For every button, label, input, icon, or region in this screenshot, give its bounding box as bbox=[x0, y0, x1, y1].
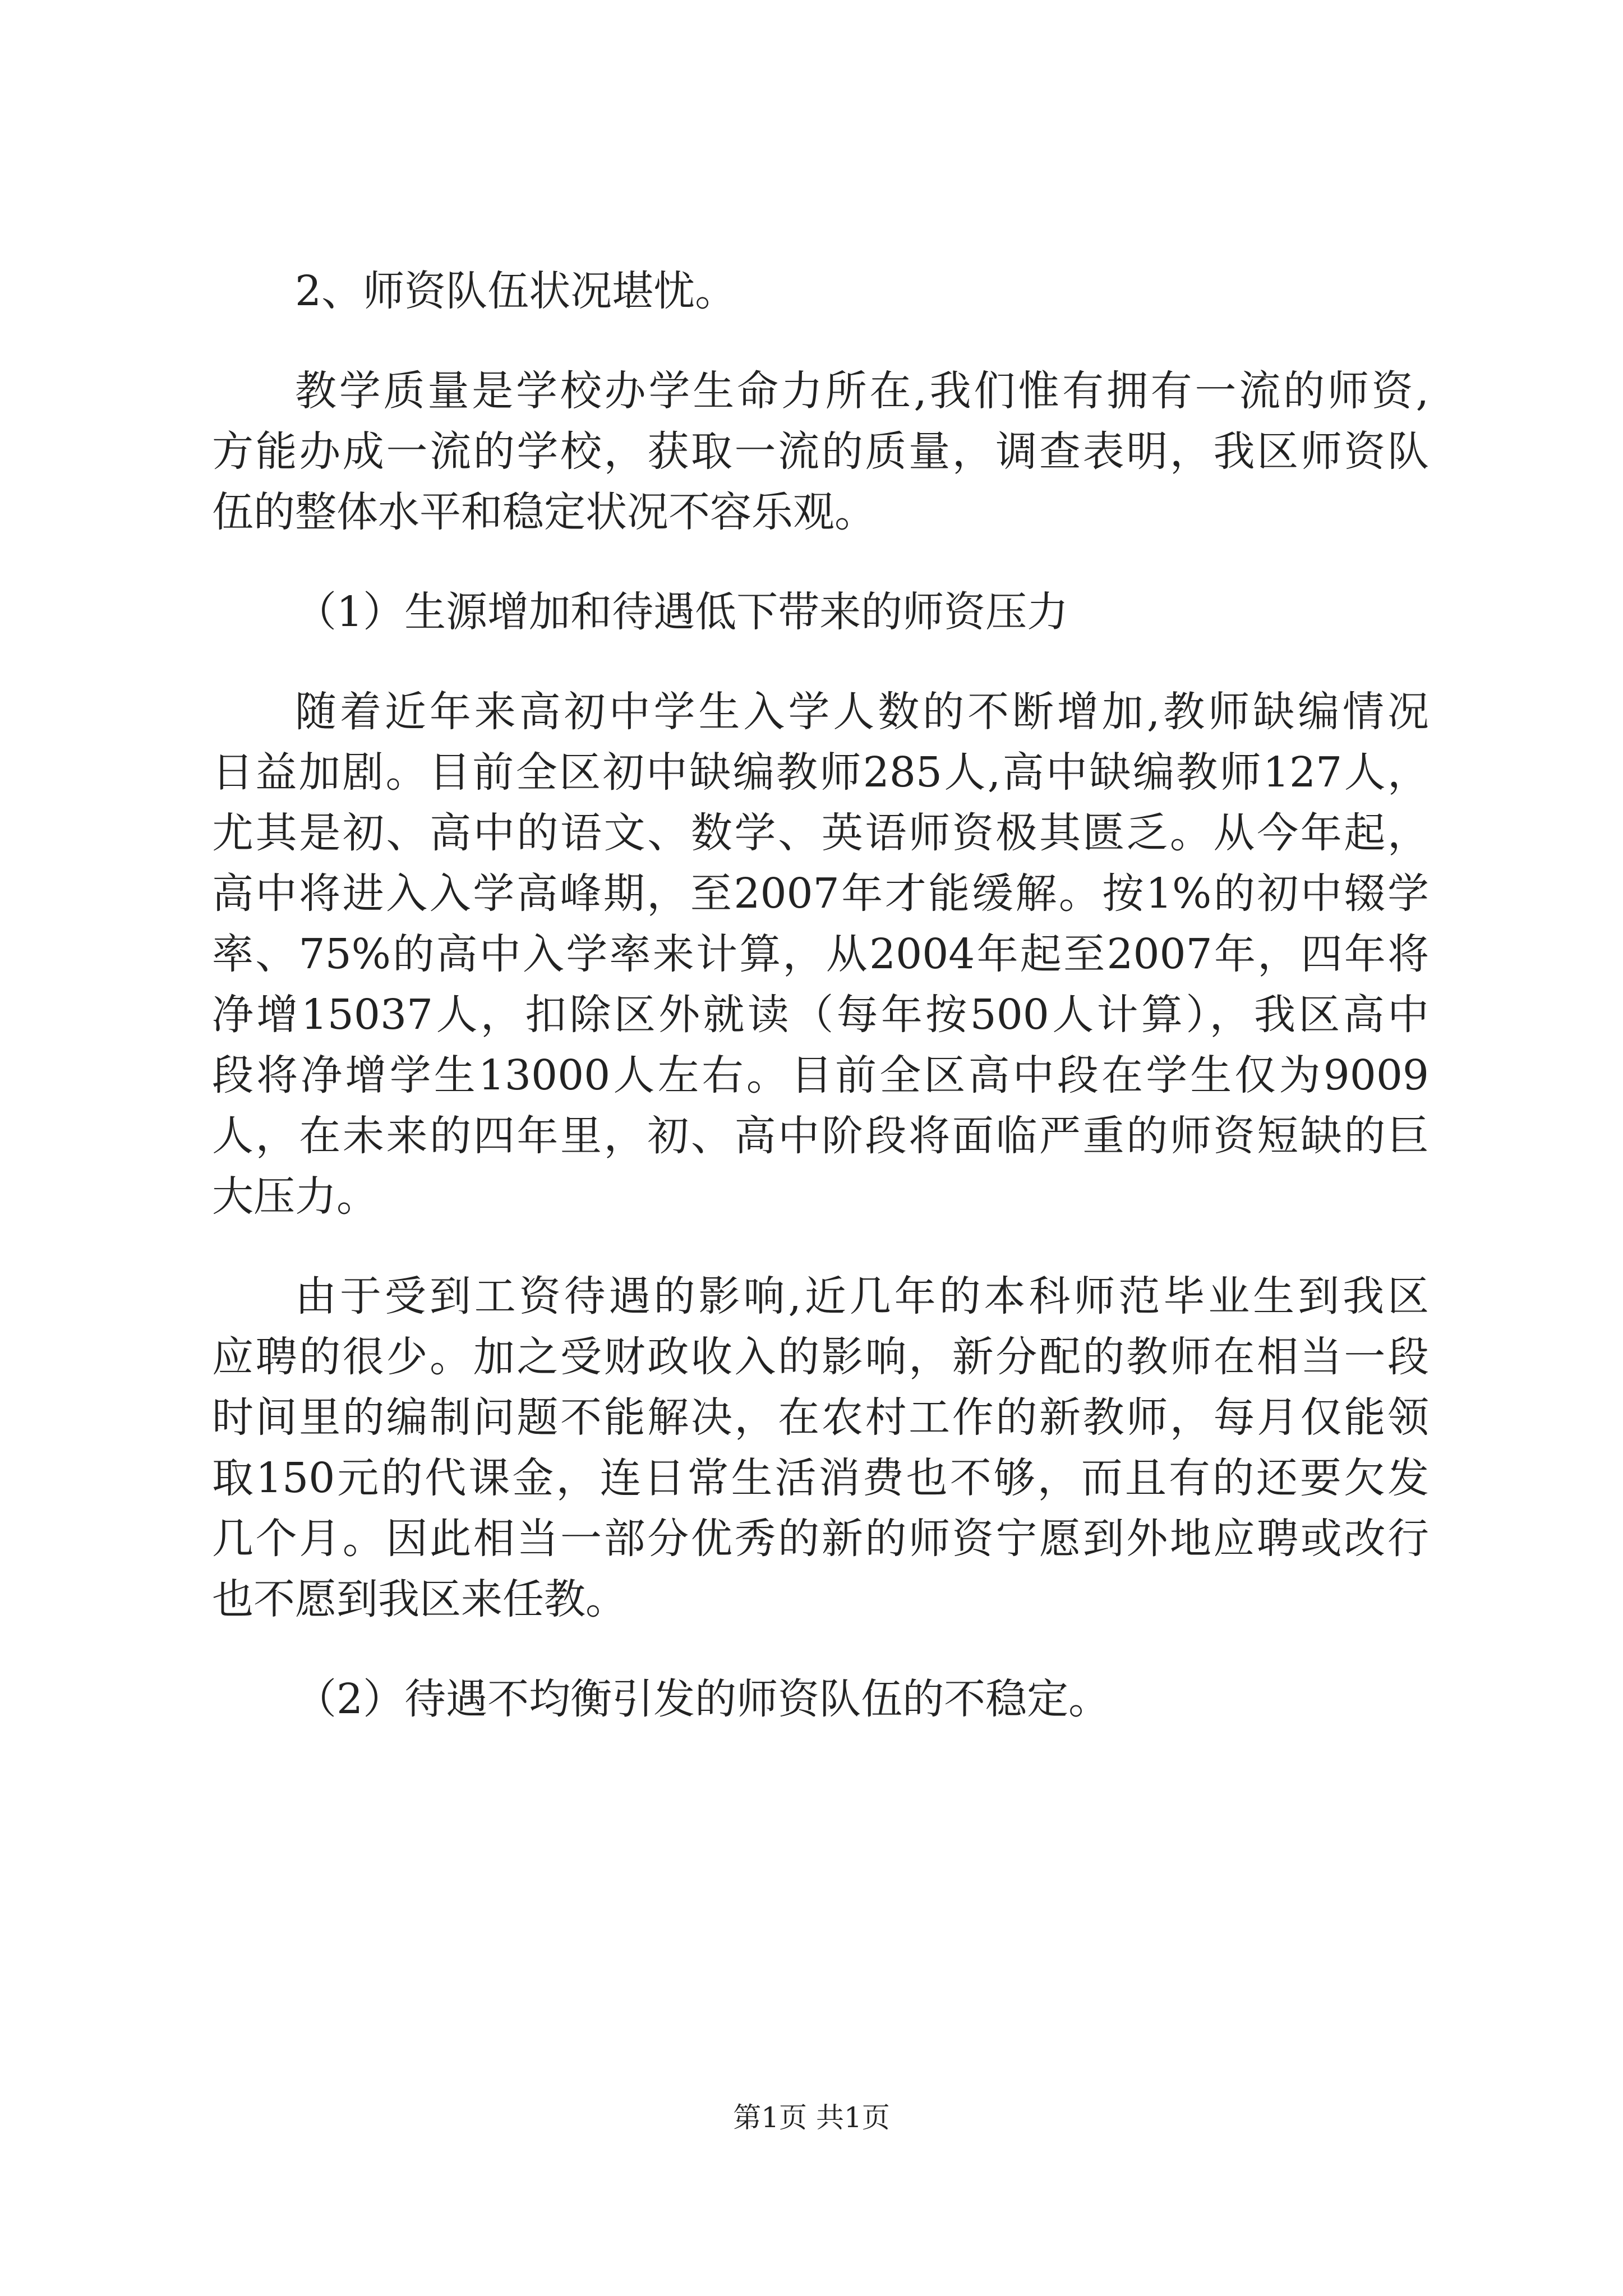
paragraph-line: 人，在未来的四年里，初、高中阶段将面临严重的师资短缺的巨 bbox=[212, 1112, 1429, 1160]
paragraph-line: 方能办成一流的学校，获取一流的质量，调查表明，我区师资队 bbox=[212, 427, 1429, 476]
paragraph-line: 教学质量是学校办学生命力所在,我们惟有拥有一流的师资, bbox=[295, 367, 1429, 415]
paragraph-line: 段将净增学生13000人左右。目前全区高中段在学生仅为9009 bbox=[212, 1051, 1429, 1099]
page-footer: 第1页 共1页 bbox=[733, 2101, 890, 2134]
paragraph-line: 几个月。因此相当一部分优秀的新的师资宁愿到外地应聘或改行 bbox=[212, 1515, 1429, 1563]
paragraph-line: 高中将进入入学高峰期，至2007年才能缓解。按1%的初中辍学 bbox=[212, 869, 1429, 918]
paragraph-line: 伍的整体水平和稳定状况不容乐观。 bbox=[212, 488, 876, 536]
paragraph-line: 日益加剧。目前全区初中缺编教师285人,高中缺编教师127人， bbox=[212, 748, 1429, 797]
paragraph-line: 应聘的很少。加之受财政收入的影响，新分配的教师在相当一段 bbox=[212, 1333, 1429, 1381]
document-body bbox=[212, 261, 1429, 1729]
paragraph-2 bbox=[212, 682, 1429, 1227]
paragraph-line: 尤其是初、高中的语文、数学、英语师资极其匮乏。从今年起， bbox=[212, 809, 1429, 857]
paragraph-line: 净增15037人，扣除区外就读（每年按500人计算），我区高中 bbox=[212, 991, 1429, 1039]
paragraph-line: 随着近年来高初中学生入学人数的不断增加,教师缺编情况 bbox=[295, 688, 1429, 736]
paragraph-line: 大压力。 bbox=[212, 1172, 378, 1221]
paragraph-1 bbox=[212, 361, 1429, 542]
paragraph-line: 取150元的代课金，连日常生活消费也不够，而且有的还要欠发 bbox=[212, 1454, 1429, 1502]
section-heading: 2、师资队伍状况堪忧。 bbox=[295, 267, 737, 315]
paragraph-line: 率、75%的高中入学率来计算，从2004年起至2007年，四年将 bbox=[212, 930, 1429, 978]
subheading-1: （1）生源增加和待遇低下带来的师资压力 bbox=[295, 588, 1069, 636]
paragraph-line: 时间里的编制问题不能解决，在农村工作的新教师，每月仅能领 bbox=[212, 1393, 1429, 1442]
paragraph-line: 也不愿到我区来任教。 bbox=[212, 1575, 627, 1623]
paragraph-3 bbox=[212, 1266, 1429, 1630]
paragraph-line: 由于受到工资待遇的影响,近几年的本科师范毕业生到我区 bbox=[295, 1272, 1429, 1320]
subheading-2: （2）待遇不均衡引发的师资队伍的不稳定。 bbox=[295, 1675, 1110, 1723]
